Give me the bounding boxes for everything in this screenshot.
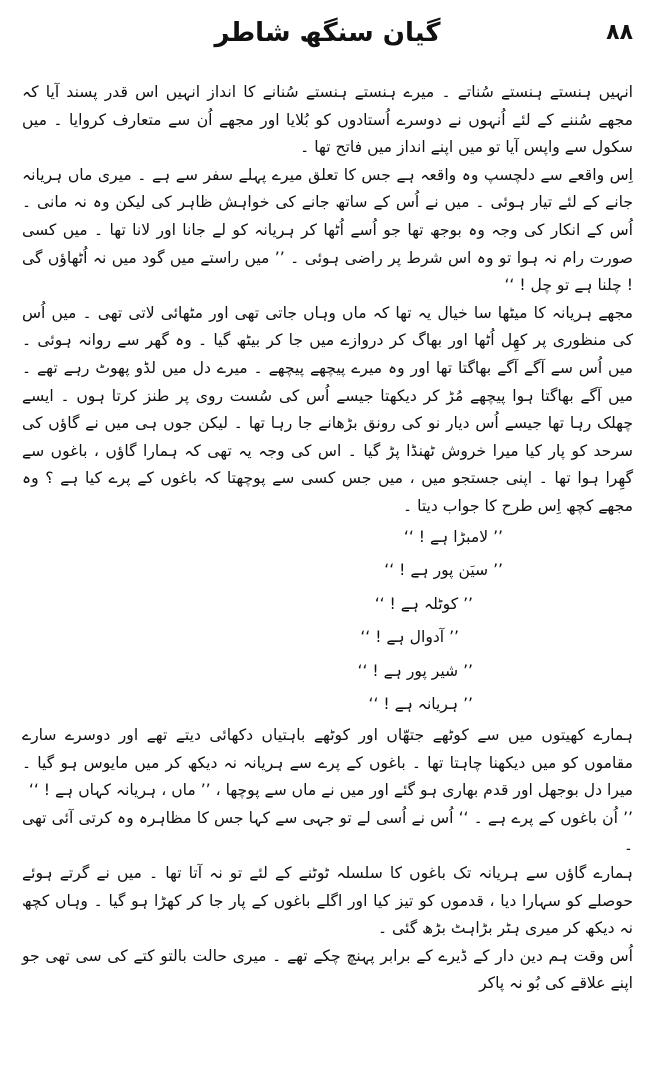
paragraph: ہمارے کھیتوں میں سے کوٹھے جتھّاں اور کوٹھے باہتیاں دکھائی دیتے تھے اور دوسرے سارے مقاموں کو میں دیکھنا چاہتا تھا ۔ باغوں کے پرے سے ہریانہ نہ دیکھ کر میں مایوس ہو گیا ۔ میرا دل بوجھل اور قدم بھاری ہو گئے اور میں نے ماں سے پوچھا ، ’’ ماں ، ہریانہ کہاں ہے ! ‘‘ bbox=[22, 726, 633, 800]
paragraph: اُس وقت ہم دین دار کے ڈیرے کے برابر پہنچ چکے تھے ۔ میری حالت بالتو کتے کی سی تھی جو اپنے علاقے کی بُو نہ پاکر bbox=[22, 946, 633, 993]
place-name-list bbox=[22, 521, 633, 723]
list-item: ’’ کوٹلہ ہے ! ‘‘ bbox=[374, 594, 473, 613]
paragraph: انہیں ہنستے ہنستے سُناتے ۔ میرے ہنستے ہنستے سُنانے کا انداز انہیں اس قدر پسند آیا کہ مجھے سُننے کے لئے اُنہوں نے دوسرے اُستادوں کو بُلایا اور مجھے اُن سے متعارف کروایا ۔ میں سکول سے واپس آیا تو میں اپنے انداز میں فاتح تھا ۔ bbox=[22, 83, 633, 157]
list-item: ’’ سیَن پور ہے ! ‘‘ bbox=[384, 561, 503, 580]
book-page bbox=[22, 18, 633, 1068]
list-item: ’’ لامبڑا ہے ! ‘‘ bbox=[403, 527, 503, 546]
list-item: ’’ شیر پور ہے ! ‘‘ bbox=[357, 661, 473, 680]
list-item: ’’ ہریانہ ہے ! ‘‘ bbox=[368, 695, 473, 714]
list-item: ’’ آدوال ہے ! ‘‘ bbox=[360, 628, 459, 647]
paragraph: مجھے ہریانہ کا میٹھا سا خیال یہ تھا کہ ماں وہاں جاتی تھی اور مٹھائی لاتی تھی ۔ میں اُس کی منظوری پر کھِل اُٹھا اور بھاگ کر دروازے میں جا کر بیٹھ گیا ۔ وہ گھر سے روانہ ہوئی ۔ میں اُس سے آگے آگے بھاگتا تھا اور وہ میرے پیچھے پیچھے ۔ میرے دل میں لڈو پھوٹ رہے تھے ۔ میں آگے بھاگتا ہوا پیچھے مُڑ کر دیکھتا جیسے اُس کی سُست روی پر طنز کرتا ہوں ۔ ایسے چھلک رہا تھا جیسے اُس دیار نو کی رونق بڑھانے جا رہا تھا ۔ لیکن جوں ہی میں نے گاؤں کی سرحد کو پار کیا میرا خروش ٹھنڈا پڑ گیا ۔ اس کی وجہ یہ تھی کہ ہمارا گاؤں ، باغوں سے گھِرا ہوا تھا ۔ اپنی جستجو میں ، میں جس کسی سے پوچھتا کہ باغوں کے پرے کیا ہے ؟ وہ مجھے کچھ اِس طرح کا جواب دیتا ۔ bbox=[22, 303, 633, 515]
page-number: ۸۸ bbox=[606, 20, 633, 45]
paragraph: ’’ اُن باغوں کے پرے ہے ۔ ‘‘ اُس نے اُسی لے تو جہی سے کہا جس کا مظاہرہ وہ کرتی آئی تھی ۔ bbox=[22, 808, 633, 855]
body-text bbox=[22, 79, 633, 998]
paragraph: اِس واقعے سے دلچسپ وہ واقعہ ہے جس کا تعلق میرے پہلے سفر سے ہے ۔ میری ماں ہریانہ جانے کے لئے تیار ہوئی ۔ میں نے اُس کے ساتھ جانے کی خواہش ظاہر کی لیکن وہ نہ مانی ۔ اُس کے انکار کی وجہ وہ بوجھ تھا جو اُسے اُٹھا کر ہریانہ کو لے جانا اور لانا تھا ۔ میں کسی صورت رام نہ ہوا تو وہ اس شرط پر راضی ہوئی ۔ ’’ میں راستے میں گود میں نہ اُٹھاؤں گی ! چلنا ہے تو چل ! ‘‘ bbox=[22, 165, 633, 295]
paragraph: ہمارے گاؤں سے ہریانہ تک باغوں کا سلسلہ ٹوٹنے کے لئے تو نہ آتا تھا ۔ میں نے گرتے ہوئے حوصلے کو سہارا دیا ، قدموں کو تیز کیا اور اگلے باغوں کے پار جا کر کھڑا ہو گیا ۔ وہاں کچھ نہ دیکھ کر میری ہٹر بڑاہٹ بڑھ گئی ۔ bbox=[22, 864, 633, 938]
page-header bbox=[22, 18, 633, 71]
running-head: گیان سنگھ شاطر bbox=[214, 18, 441, 48]
